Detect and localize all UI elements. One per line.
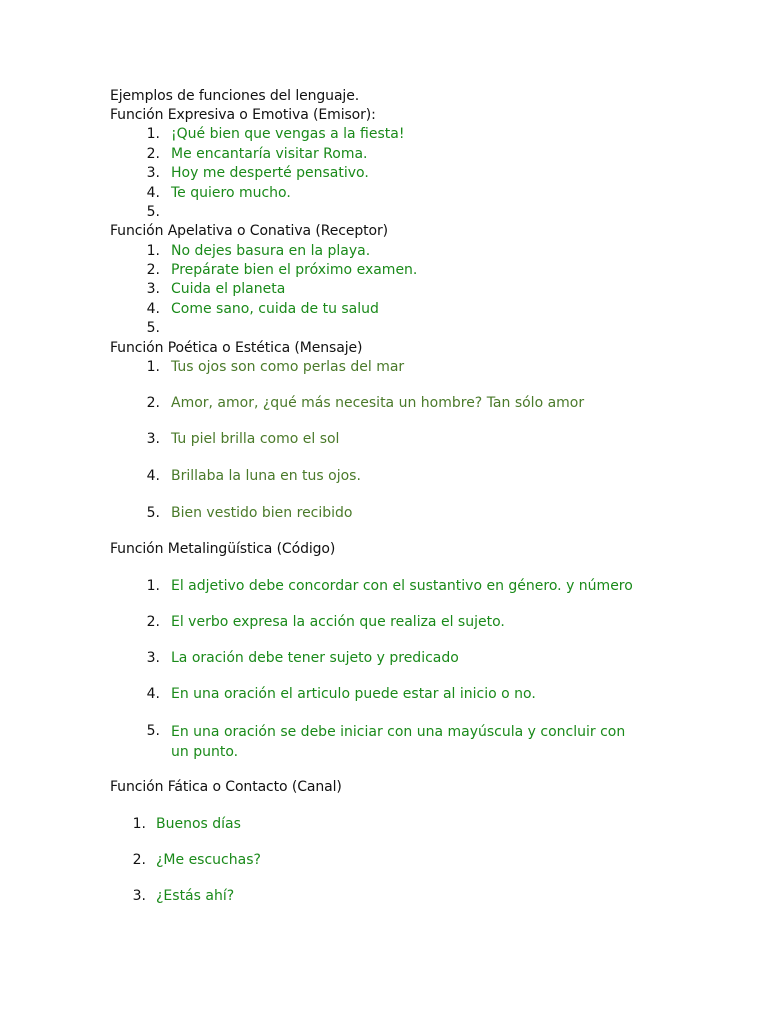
list-text: Bien vestido bien recibido [171,505,353,521]
list-number: 3. [146,281,160,297]
list-text: No dejes basura en la playa. [171,243,371,259]
list-text: Brillaba la luna en tus ojos. [171,468,361,484]
list-text: Come sano, cuida de tu salud [171,301,379,317]
list-text: En una oración el articulo puede estar al inicio o no. [171,686,536,702]
list-text: Te quiero mucho. [171,185,291,201]
list-number: 1. [146,243,160,259]
list-number: 2. [146,614,160,630]
list-number: 3. [146,650,160,666]
section-heading-poetica: Función Poética o Estética (Mensaje) [110,340,363,356]
list-text: Tu piel brilla como el sol [171,431,340,447]
list-text: Hoy me desperté pensativo. [171,165,369,181]
list-text: Amor, amor, ¿qué más necesita un hombre? Tan sólo amor [171,395,585,411]
section-heading-apelativa: Función Apelativa o Conativa (Receptor) [110,223,388,239]
list-text: Cuida el planeta [171,281,286,297]
list-number: 1. [146,359,160,375]
list-text: Me encantaría visitar Roma. [171,146,368,162]
list-number: 2. [132,852,146,868]
list-number: 5. [146,505,160,521]
list-number: 5. [146,320,160,336]
list-number: 2. [146,395,160,411]
list-number: 2. [146,146,160,162]
list-number: 5. [146,723,160,739]
list-number: 1. [146,578,160,594]
section-heading-expresiva: Función Expresiva o Emotiva (Emisor): [110,107,376,123]
list-number: 2. [146,262,160,278]
list-text: La oración debe tener sujeto y predicado [171,650,459,666]
list-number: 1. [146,126,160,142]
section-heading-metalinguistica: Función Metalingüística (Código) [110,541,336,557]
section-heading-fatica: Función Fática o Contacto (Canal) [110,779,342,795]
list-number: 4. [146,468,160,484]
list-number: 4. [146,301,160,317]
list-number: 1. [132,816,146,832]
list-text: Prepárate bien el próximo examen. [171,262,418,278]
list-number: 4. [146,185,160,201]
list-number: 5. [146,204,160,220]
list-number: 3. [132,888,146,904]
list-number: 3. [146,165,160,181]
list-text: Tus ojos son como perlas del mar [171,359,405,375]
list-text: El verbo expresa la acción que realiza el sujeto. [171,614,505,630]
document-title: Ejemplos de funciones del lenguaje. [110,88,360,104]
list-text: Buenos días [156,816,241,832]
list-text: ¿Estás ahí? [156,888,235,904]
list-text: ¡Qué bien que vengas a la fiesta! [171,126,405,142]
list-text: El adjetivo debe concordar con el sustantivo en género. y número [171,578,633,594]
list-text: En una oración se debe iniciar con una mayúscula y concluir con un punto. [171,724,626,760]
list-number: 4. [146,686,160,702]
list-number: 3. [146,431,160,447]
list-text: ¿Me escuchas? [156,852,261,868]
